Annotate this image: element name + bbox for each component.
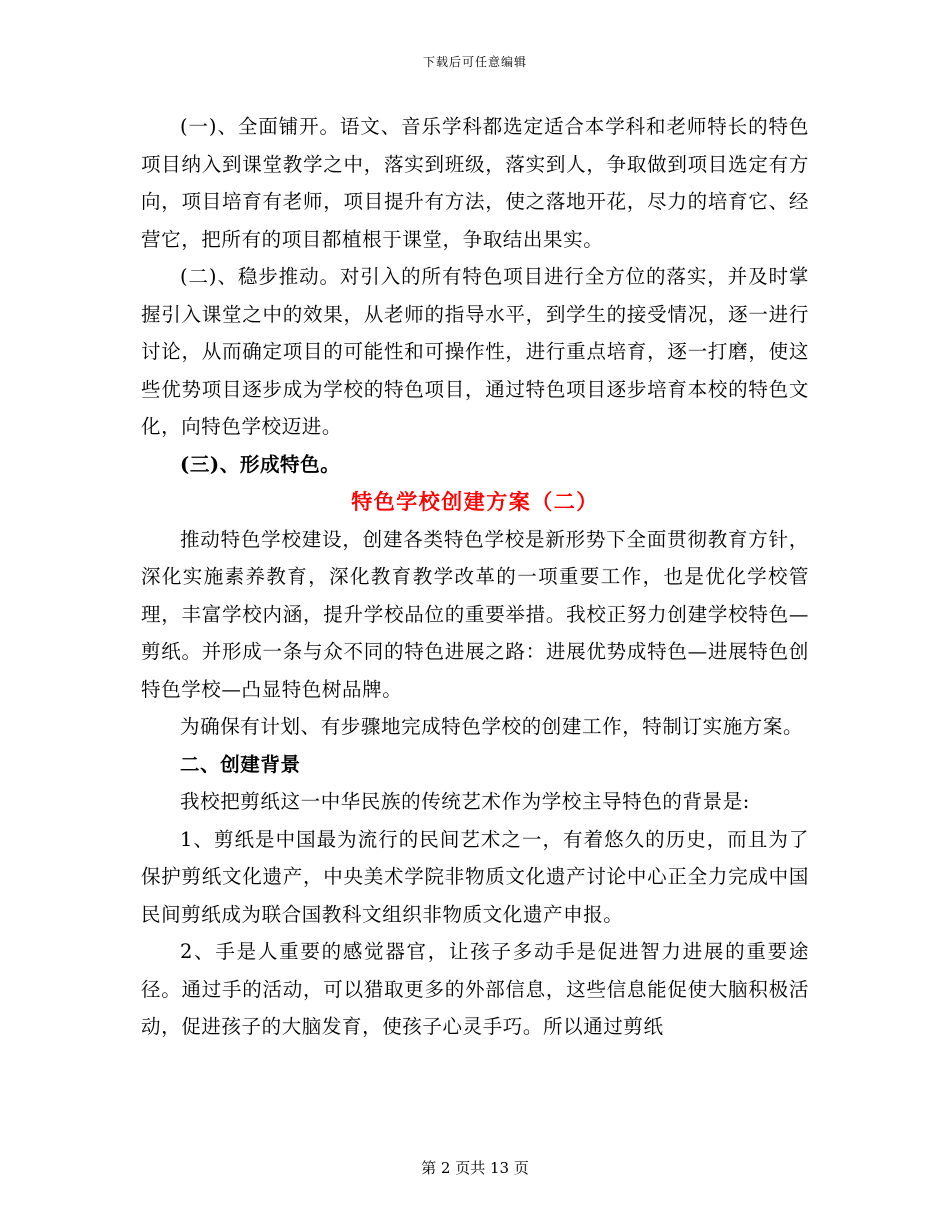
page-header: 下载后可任意编辑: [422, 55, 527, 69]
paragraph-form-feature: (三)、形成特色。: [180, 452, 341, 476]
paragraph-purpose: 为确保有计划、有步骤地完成特色学校的创建工作，特制订实施方案。: [180, 715, 804, 738]
section-title: 特色学校创建方案（二）: [351, 489, 599, 514]
paragraph-full-rollout: (一)、全面铺开。语文、音乐学科都选定适合本学科和老师特长的特色项目纳入到课堂教学之中，落实到班级，落实到人，争取做到项目选定有方向，项目培育有老师，项目提升有方法，使之落地开花，尽力的培育它、经营它，把所有的项目都植根于课堂，争取结出果实。: [141, 115, 809, 251]
heading-background: 二、创建背景: [180, 752, 301, 776]
paragraph-steady-push: (二)、稳步推动。对引入的所有特色项目进行全方位的落实，并及时掌握引入课堂之中的效果，从老师的指导水平，到学生的接受情况，逐一进行讨论，从而确定项目的可能性和可操作性，进行重点培育，逐一打磨，使这些优势项目逐步成为学校的特色项目，通过特色项目逐步培育本校的特色文化，向特色学校迈进。: [141, 265, 809, 438]
page-footer: 第 2 页共 13 页: [421, 1159, 529, 1177]
document-body: [141, 108, 809, 1046]
paragraph-point-2: 2、手是人重要的感觉器官，让孩子多动手是促进智力进展的重要途径。通过手的活动，可以猎取更多的外部信息，这些信息能促使大脑积极活动，促进孩子的大脑发育，使孩子心灵手巧。所以通过剪纸: [141, 940, 809, 1038]
paragraph-intro: 推动特色学校建设，创建各类特色学校是新形势下全面贯彻教育方针，深化实施素养教育，深化教育教学改革的一项重要工作，也是优化学校管理，丰富学校内涵，提升学校品位的重要举措。我校正努力创建学校特色—剪纸。并形成一条与众不同的特色进展之路：进展优势成特色—进展特色创特色学校—凸显特色树品牌。: [141, 527, 809, 701]
paragraph-point-1: 1、剪纸是中国最为流行的民间艺术之一，有着悠久的历史，而且为了保护剪纸文化遗产，中央美术学院非物质文化遗产讨论中心正全力完成中国民间剪纸成为联合国教科文组织非物质文化遗产申报。: [141, 827, 809, 926]
paragraph-background-lead: 我校把剪纸这一中华民族的传统艺术作为学校主导特色的背景是:: [180, 790, 750, 813]
